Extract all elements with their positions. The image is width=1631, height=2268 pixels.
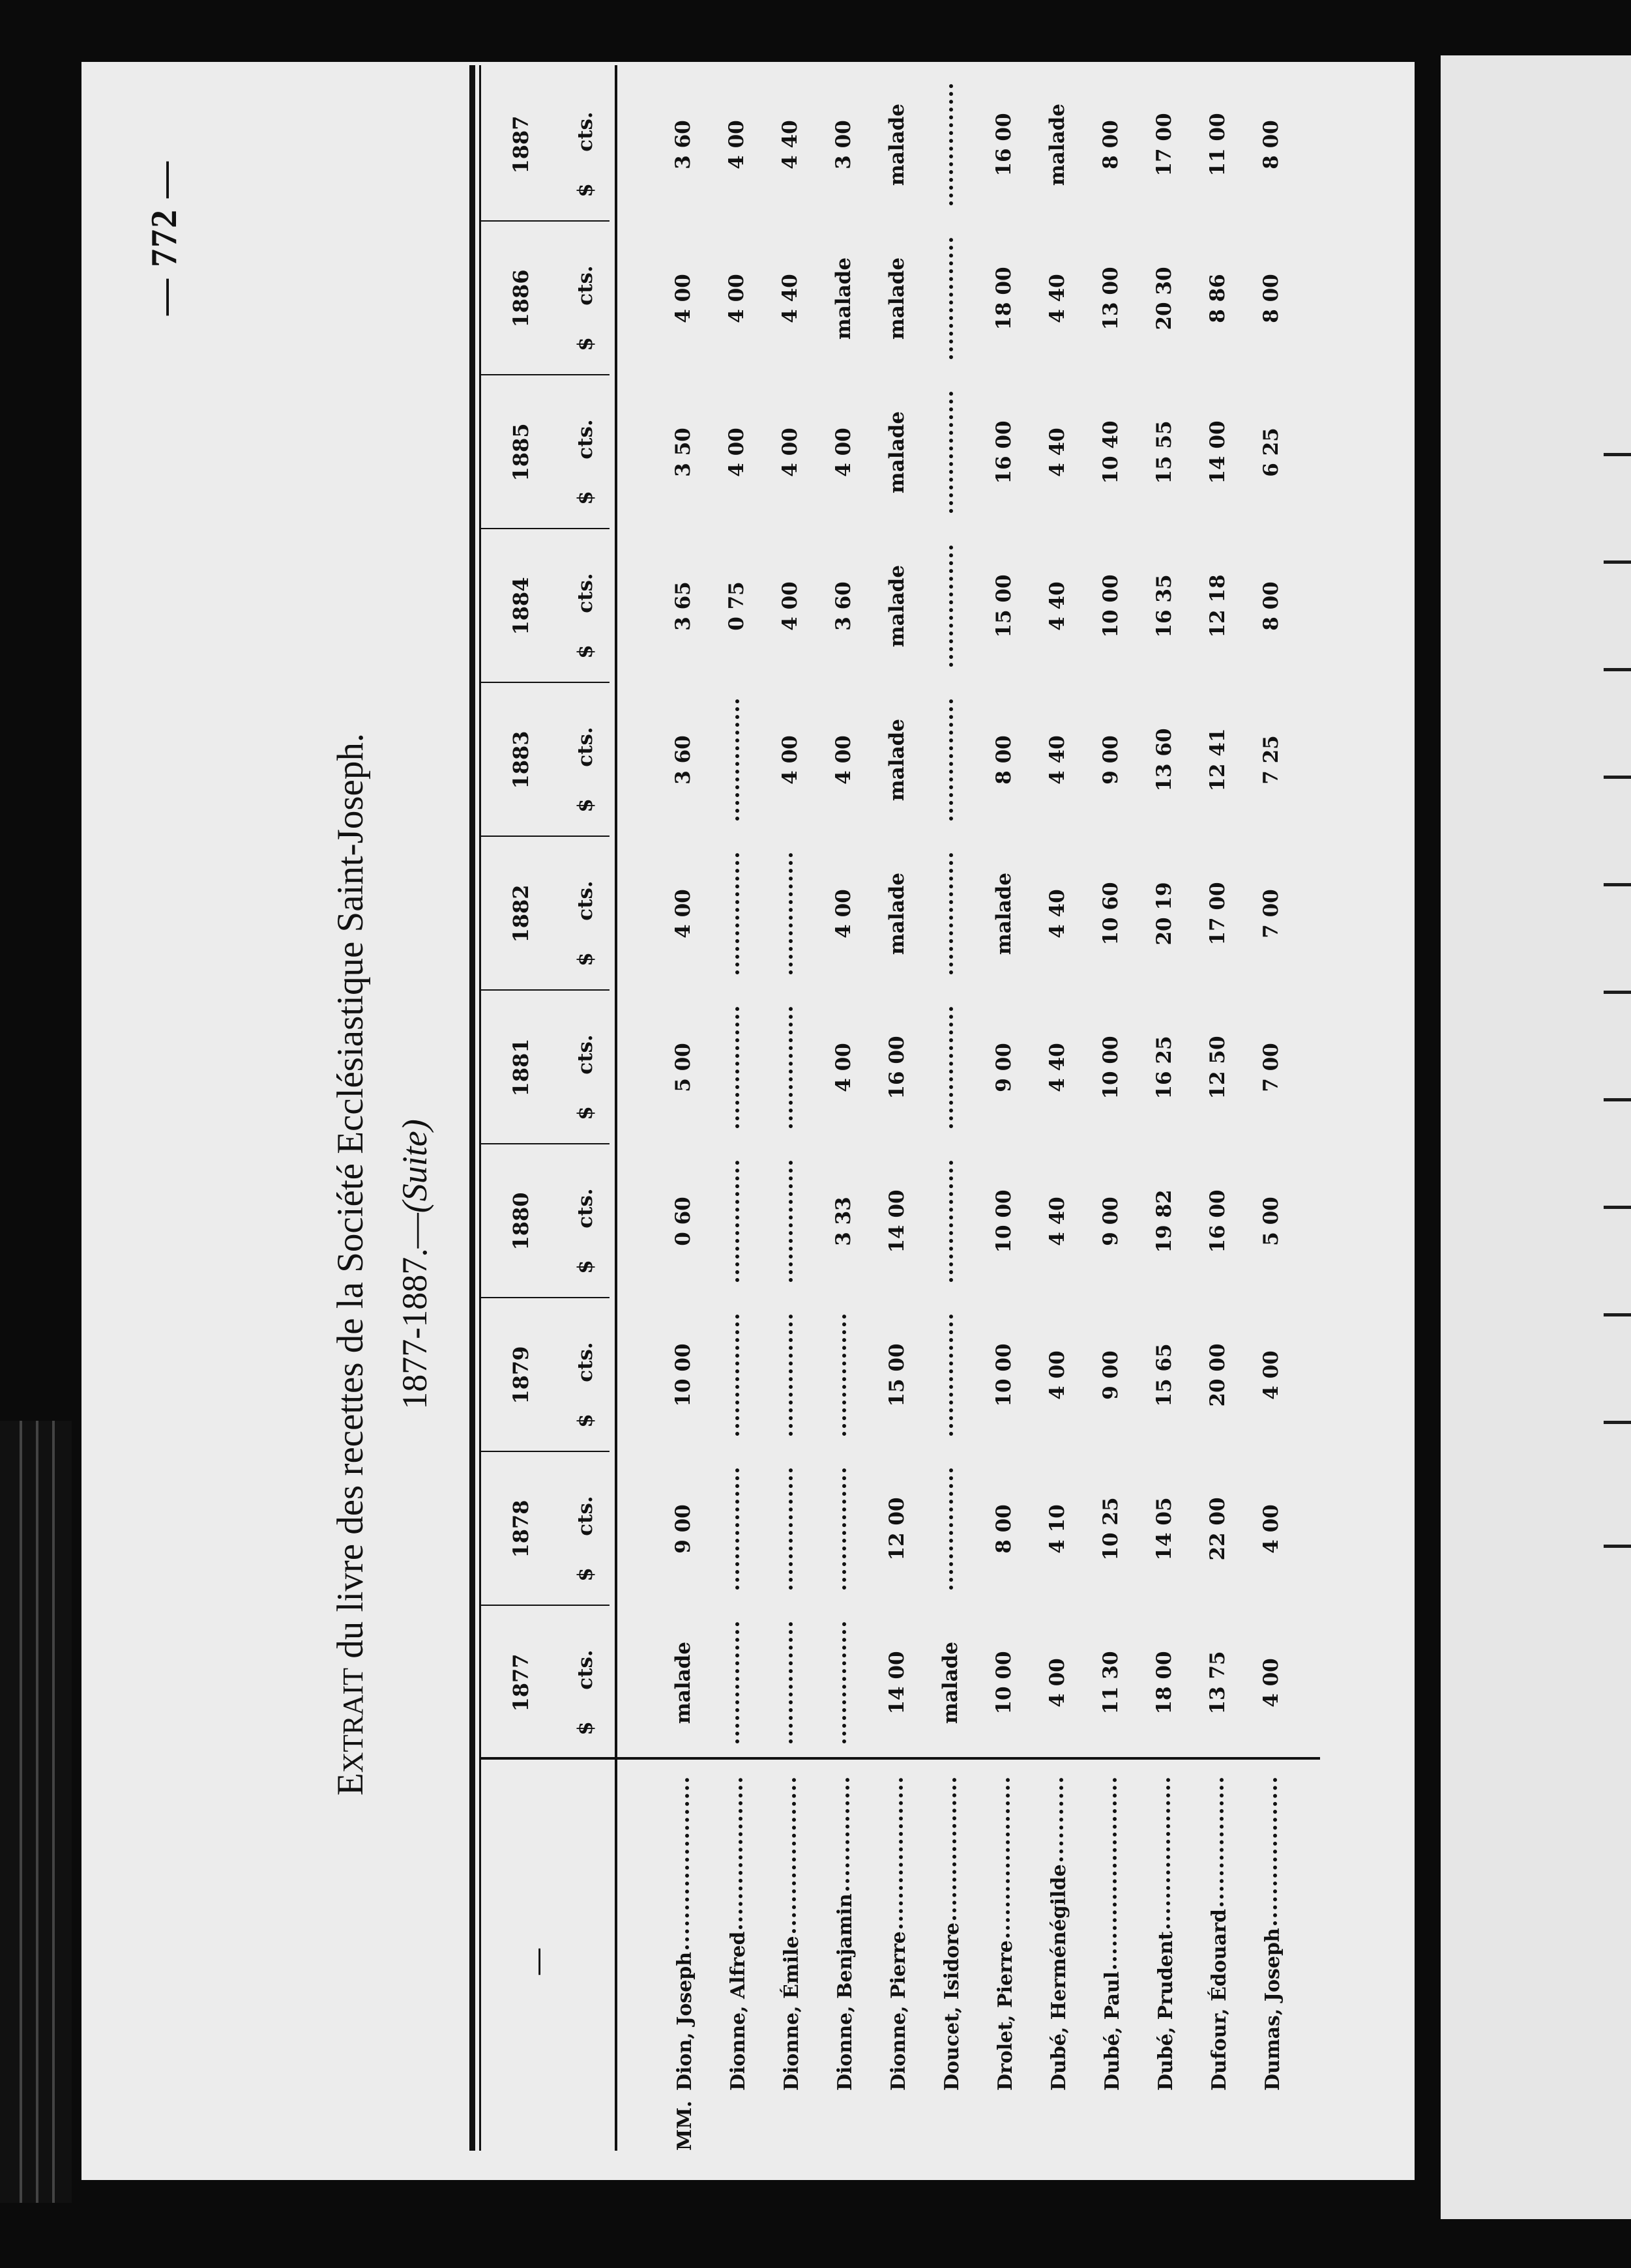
table-cell: 4 00 [778,735,802,785]
table-cell: 4 00 [725,428,748,477]
empty-cell-dots [944,1161,953,1282]
empty-cell-dots [730,1468,739,1590]
table-cell: 11 00 [1206,113,1229,177]
table-cell: 10 00 [1099,574,1123,638]
table-cell: malade [885,718,909,802]
table-cell: 13 75 [1206,1651,1229,1715]
table-cell: 17 00 [1206,882,1229,946]
table-cell: 4 00 [832,889,855,938]
table-cell: 16 00 [992,420,1016,484]
table-cell: 9 00 [1099,735,1123,785]
table-cell: 15 00 [992,574,1016,638]
empty-cell-dots [784,1468,793,1590]
year-header: 1883 [508,731,533,789]
table-cell: 4 00 [1259,1504,1283,1554]
dollar-unit: $ [574,1567,597,1582]
year-header: 1887 [508,115,533,174]
empty-cell-dots [944,545,953,667]
empty-cell-dots [784,1622,793,1743]
dollar-unit: $ [574,337,597,351]
table-cell: 16 00 [992,113,1016,177]
empty-cell-dots [944,1007,953,1128]
dollar-unit: $ [574,645,597,659]
empty-cell-dots [944,699,953,821]
table-row-name [718,1773,757,2151]
table-cell: 9 00 [671,1504,695,1554]
table-cell: 4 00 [725,274,748,323]
table-cell: 3 50 [671,428,695,477]
table-cell: 4 00 [778,428,802,477]
table-cell: malade [832,257,855,340]
table-cell: 13 60 [1153,728,1176,792]
table-cell: malade [885,872,909,955]
dot-leader [1108,1778,1117,1969]
table-cell: 7 25 [1259,735,1283,785]
empty-cell-dots [944,84,953,205]
page-title [329,710,372,1818]
table-cell: 3 00 [832,120,855,169]
year-column-rule [479,1297,610,1298]
table-cell: 4 40 [1046,735,1069,785]
dollar-unit: $ [574,798,597,813]
table-top-rule-thin [479,65,481,2151]
table-cell: 15 00 [885,1343,909,1407]
dot-leader [840,1778,849,1891]
table-cell: 10 00 [992,1651,1016,1715]
table-cell: 4 00 [832,735,855,785]
table-cell: 14 05 [1153,1497,1176,1561]
table-cell: 8 00 [1259,120,1283,169]
table-row-name [1199,1773,1239,2151]
table-row-name [1253,1773,1292,2151]
table-cell: 9 00 [1099,1197,1123,1246]
table-cell: 20 19 [1153,882,1176,946]
empty-cell-dots [784,853,793,974]
cents-unit: cts. [574,419,597,459]
table-row-name [1093,1773,1132,2151]
year-header: 1884 [508,577,533,635]
table-cell: 19 82 [1153,1189,1176,1253]
table-cell: 3 60 [832,581,855,631]
year-column-rule [479,836,610,837]
table-cell: 8 00 [1259,581,1283,631]
table-cell: 4 00 [832,428,855,477]
year-column-rule [479,1143,610,1144]
table-top-rule [469,65,475,2151]
table-cell: 10 40 [1099,420,1123,484]
cents-unit: cts. [574,880,597,921]
table-cell: 16 25 [1153,1036,1176,1099]
table-cell: 8 00 [1099,120,1123,169]
table-row-name [1146,1773,1185,2151]
page-number: — 772 — [144,160,184,315]
empty-cell-dots [730,1161,739,1282]
table-cell: malade [671,1641,695,1724]
header-rule [615,65,617,2151]
table-cell: 14 00 [885,1189,909,1253]
table-cell: 11 30 [1099,1651,1123,1715]
title-initial: E [330,1773,371,1796]
name-column-rule [479,1757,1320,1760]
member-name: Drolet, Pierre [993,1940,1017,2091]
scan-gutter [0,1421,72,2203]
dot-leader [947,1778,956,1920]
table-cell: malade [885,103,909,186]
table-cell: 8 00 [992,735,1016,785]
year-column-rule [479,528,610,529]
empty-cell-dots [944,238,953,359]
cents-unit: cts. [574,1496,597,1536]
dot-leader [733,1778,742,1929]
table-cell: 18 00 [1153,1651,1176,1715]
table-cell: 12 18 [1206,574,1229,638]
empty-cell-dots [837,1468,846,1590]
table-cell: 4 40 [1046,889,1069,938]
empty-cell-dots [730,1622,739,1743]
table-cell: 10 25 [1099,1497,1123,1561]
member-name: Dionne, Alfred [726,1931,750,2091]
empty-cell-dots [730,853,739,974]
table-row-name [1039,1773,1078,2151]
dot-leader [1054,1778,1063,1861]
table-cell: 0 75 [725,581,748,631]
member-name: Doucet, Isidore [940,1922,963,2091]
table-cell: 16 00 [1206,1189,1229,1253]
member-name: Dufour, Édouard [1207,1909,1231,2091]
year-column-rule [479,1605,610,1606]
empty-cell-dots [837,1622,846,1743]
dot-leader [1268,1778,1277,1925]
table-cell: malade [885,564,909,648]
table-cell: malade [992,872,1016,955]
table-cell: 9 00 [1099,1350,1123,1400]
empty-cell-dots [730,1007,739,1128]
dot-leader [787,1778,796,1933]
table-cell: 4 00 [1046,1350,1069,1400]
table-cell: 7 00 [1259,889,1283,938]
member-name: Dubé, Paul [1100,1971,1124,2091]
dot-leader [1161,1778,1170,1928]
year-column-rule [479,989,610,991]
table-cell: 20 30 [1153,267,1176,330]
table-cell: 10 00 [671,1343,695,1407]
year-column-rule [479,1451,610,1452]
table-cell: 5 00 [1259,1197,1283,1246]
table-cell: 6 25 [1259,428,1283,477]
receipts-table [469,65,1317,2151]
table-cell: 0 60 [671,1197,695,1246]
empty-cell-dots [944,1315,953,1436]
title-text: du livre des recettes de la Société Ecclésiastique Saint-Joseph. [330,733,371,1668]
subtitle-suite: (Suite) [395,1119,434,1214]
table-cell: 15 65 [1153,1343,1176,1407]
year-header: 1880 [508,1192,533,1251]
cents-unit: cts. [574,1034,597,1075]
table-cell: 4 00 [1259,1658,1283,1708]
page-subtitle [394,710,435,1818]
table-cell: 5 00 [671,1043,695,1092]
member-name: Dion, Joseph [673,1951,696,2091]
member-name: Dionne, Benjamin [833,1893,857,2091]
table-row-name [932,1773,971,2151]
table-cell: 14 00 [1206,420,1229,484]
title-small-caps: XTRAIT [337,1667,369,1773]
table-cell: 4 00 [1046,1658,1069,1708]
table-cell: 4 40 [778,274,802,323]
row-prefix: MM. [673,2101,696,2151]
facing-page-edge [1441,55,1631,2219]
table-row-name [665,1773,704,2151]
table-cell: 22 00 [1206,1497,1229,1561]
table-cell: 7 00 [1259,1043,1283,1092]
table-cell: 4 40 [1046,274,1069,323]
table-cell: 4 00 [832,1043,855,1092]
cents-unit: cts. [574,1650,597,1690]
year-column-rule [479,220,610,222]
table-cell: 8 00 [1259,274,1283,323]
dollar-unit: $ [574,1414,597,1428]
table-cell: 13 00 [1099,267,1123,330]
table-cell: 4 40 [1046,581,1069,631]
table-cell: 12 50 [1206,1036,1229,1099]
table-cell: 4 40 [1046,1043,1069,1092]
empty-cell-dots [784,1007,793,1128]
table-cell: 10 00 [992,1343,1016,1407]
table-cell: malade [885,411,909,494]
table-cell: 3 60 [671,735,695,785]
table-row-name [772,1773,811,2151]
empty-cell-dots [784,1161,793,1282]
rotated-content [143,65,1382,2151]
table-cell: 14 00 [885,1651,909,1715]
empty-cell-dots [784,1315,793,1436]
dot-leader [1214,1778,1224,1906]
year-header: 1877 [508,1653,533,1712]
year-header: 1886 [508,269,533,328]
table-row-name [986,1773,1025,2151]
empty-cell-dots [944,1468,953,1590]
empty-cell-dots [730,1315,739,1436]
subtitle-years: 1877-1887.— [395,1213,434,1410]
table-cell: 10 00 [1099,1036,1123,1099]
table-row-name [879,1773,918,2151]
year-column-rule [479,374,610,375]
cents-unit: cts. [574,573,597,613]
table-cell: 3 33 [832,1197,855,1246]
dot-leader [894,1778,903,1928]
table-cell: 4 10 [1046,1504,1069,1554]
member-name: Dionne, Émile [780,1936,803,2091]
table-cell: 4 00 [671,274,695,323]
table-cell: malade [885,257,909,340]
table-cell: 4 00 [778,581,802,631]
cents-unit: cts. [574,727,597,767]
table-cell: 4 40 [778,120,802,169]
table-cell: 17 00 [1153,113,1176,177]
empty-cell-dots [944,853,953,974]
name-column-header: — [522,1949,551,1975]
year-column-rule [479,682,610,683]
cents-unit: cts. [574,1342,597,1382]
table-cell: 4 00 [1259,1350,1283,1400]
table-cell: 12 41 [1206,728,1229,792]
table-cell: 9 00 [992,1043,1016,1092]
empty-cell-dots [944,392,953,513]
dot-leader [1001,1778,1010,1938]
dollar-unit: $ [574,183,597,197]
cents-unit: cts. [574,111,597,152]
table-row-name [825,1773,864,2151]
member-name: Dubé, Prudent [1154,1931,1177,2091]
table-cell: 18 00 [992,267,1016,330]
year-header: 1878 [508,1500,533,1558]
table-cell: 3 65 [671,581,695,631]
table-cell: 12 00 [885,1497,909,1561]
cents-unit: cts. [574,265,597,306]
table-cell: 8 00 [992,1504,1016,1554]
table-cell: 10 60 [1099,882,1123,946]
table-cell: 4 40 [1046,428,1069,477]
table-cell: 16 35 [1153,574,1176,638]
table-cell: 16 00 [885,1036,909,1099]
table-cell: 3 60 [671,120,695,169]
year-header: 1881 [508,1038,533,1097]
year-header: 1882 [508,884,533,943]
member-name: Dubé, Herménégilde [1047,1864,1070,2091]
table-cell: 8 86 [1206,274,1229,323]
cents-unit: cts. [574,1188,597,1228]
dollar-unit: $ [574,1260,597,1274]
year-header: 1885 [508,423,533,482]
dollar-unit: $ [574,1721,597,1736]
year-header: 1879 [508,1346,533,1404]
member-name: Dumas, Joseph [1261,1928,1284,2091]
table-cell: 20 00 [1206,1343,1229,1407]
table-cell: 4 40 [1046,1197,1069,1246]
empty-cell-dots [730,699,739,821]
empty-cell-dots [837,1315,846,1436]
dollar-unit: $ [574,952,597,967]
table-cell: 4 00 [725,120,748,169]
table-cell: 4 00 [671,889,695,938]
table-cell: 10 00 [992,1189,1016,1253]
member-name: Dionne, Pierre [887,1931,910,2091]
table-cell: malade [939,1641,962,1724]
dot-leader [680,1778,689,1949]
table-cell: malade [1046,103,1069,186]
dollar-unit: $ [574,491,597,505]
table-cell: 15 55 [1153,420,1176,484]
dollar-unit: $ [574,1106,597,1120]
